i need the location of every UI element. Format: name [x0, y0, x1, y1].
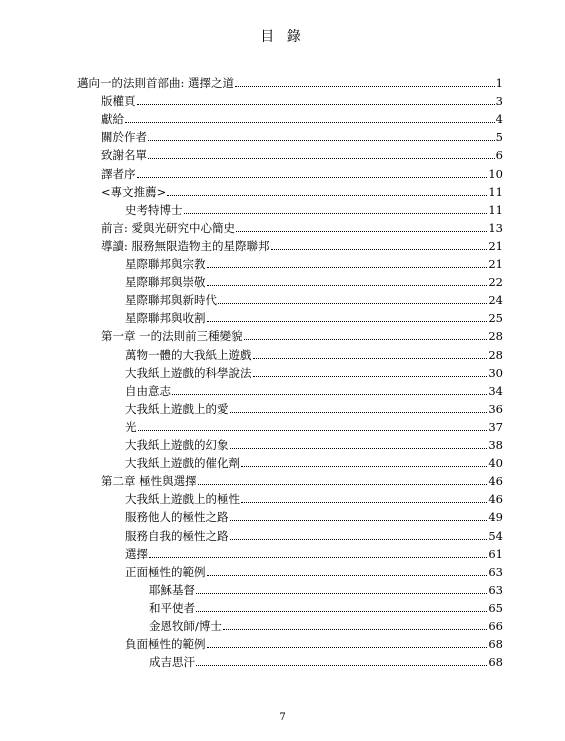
toc-entry-title: 第一章 一的法則前三種變貌 — [101, 329, 243, 344]
toc-entry-page-number: 21 — [488, 238, 503, 253]
dot-leader — [236, 230, 487, 232]
toc-entry[interactable] — [125, 254, 503, 271]
toc-entry-title: 致謝名單 — [101, 148, 147, 163]
toc-entry-page-number: 10 — [488, 166, 503, 181]
toc-entry-title: 大我紙上遊戲的催化劑 — [125, 456, 240, 471]
toc-entry[interactable] — [101, 236, 503, 253]
toc-entry-title: 大我紙上遊戲的幻象 — [125, 438, 229, 452]
toc-entry-page-number: 11 — [488, 202, 503, 217]
toc-entry-title: 和平使者 — [149, 600, 195, 615]
toc-entry[interactable] — [125, 489, 503, 506]
dot-leader — [271, 248, 488, 250]
dot-leader — [196, 664, 487, 666]
dot-leader — [196, 592, 487, 594]
dot-leader — [184, 212, 488, 214]
toc-entry-title: 負面極性的範例 — [125, 637, 206, 652]
toc-entry-title: 金恩牧師/博士 — [149, 619, 222, 633]
toc-entry[interactable] — [125, 290, 503, 307]
dot-leader — [244, 338, 488, 340]
toc-entry-title: 大我紙上遊戲的科學說法 — [125, 365, 252, 380]
toc-entry-title: 獻給 — [101, 112, 124, 127]
toc-entry[interactable] — [125, 507, 503, 524]
toc-entry[interactable] — [101, 91, 503, 108]
toc-entry-title: 邁向一的法則首部曲: 選擇之道 — [77, 76, 235, 90]
toc-entry[interactable] — [101, 218, 503, 235]
toc-entry-page-number: 65 — [488, 600, 503, 615]
toc-entry[interactable] — [125, 272, 503, 289]
dot-leader — [241, 501, 487, 503]
toc-entry[interactable] — [125, 526, 503, 543]
toc-entry-page-number: 28 — [488, 347, 503, 362]
toc-entry-page-number: 66 — [488, 619, 503, 633]
toc-entry[interactable] — [125, 381, 503, 398]
toc-entry[interactable] — [101, 182, 503, 199]
toc-entry-page-number: 11 — [488, 184, 503, 199]
toc-entry[interactable] — [149, 580, 503, 597]
dot-leader — [138, 429, 488, 431]
dot-leader — [167, 194, 487, 196]
toc-entry-page-number: 1 — [495, 76, 503, 90]
toc-entry-page-number: 28 — [488, 329, 503, 344]
toc-entry[interactable] — [125, 399, 503, 416]
toc-entry-title: 自由意志 — [125, 383, 171, 398]
toc-entry-page-number: 4 — [495, 112, 503, 127]
toc-entry-page-number: 68 — [488, 655, 503, 670]
dot-leader — [241, 465, 487, 467]
toc-entry-title: 導讀: 服務無限造物主的星際聯邦 — [101, 238, 270, 253]
dot-leader — [230, 538, 488, 540]
toc-entry[interactable] — [149, 652, 503, 669]
dot-leader — [223, 628, 487, 630]
toc-entry-page-number: 46 — [488, 474, 503, 489]
toc-entry-title: 星際聯邦與宗教 — [125, 257, 206, 271]
dot-leader — [207, 284, 488, 286]
toc-entry-page-number: 49 — [488, 510, 503, 525]
toc-entry[interactable] — [101, 164, 503, 181]
toc-entry[interactable] — [101, 326, 503, 343]
dot-leader — [198, 483, 488, 485]
toc-entry[interactable] — [101, 145, 503, 162]
toc-entry-title: 成吉思汗 — [149, 655, 195, 670]
dot-leader — [207, 266, 488, 268]
toc-entry-page-number: 54 — [488, 528, 503, 543]
toc-entry-title: 前言: 愛與光研究中心簡史 — [101, 220, 236, 235]
dot-leader — [235, 85, 495, 87]
toc-entry-title: 關於作者 — [101, 130, 147, 145]
toc-entry[interactable] — [149, 616, 503, 633]
toc-entry[interactable] — [149, 598, 503, 615]
toc-entry[interactable] — [125, 417, 503, 434]
dot-leader — [148, 157, 495, 159]
dot-leader — [253, 357, 488, 359]
toc-entry[interactable] — [125, 544, 503, 561]
toc-entry-title: 星際聯邦與收割 — [125, 311, 206, 326]
toc-entry-page-number: 30 — [488, 365, 503, 380]
toc-entry-title: 史考特博士 — [125, 202, 183, 217]
toc-entry-page-number: 3 — [495, 94, 503, 109]
toc-entry-title: 版權頁 — [101, 94, 136, 109]
toc-entry-page-number: 34 — [488, 383, 503, 398]
page-title: 目 錄 — [260, 29, 305, 45]
toc-entry-title: 服務自我的極性之路 — [125, 528, 229, 543]
toc-entry[interactable] — [125, 435, 503, 452]
toc-entry-title: <專文推薦> — [101, 184, 167, 199]
toc-entry-page-number: 63 — [488, 582, 503, 597]
toc-entry-title: 光 — [125, 419, 137, 434]
dot-leader — [125, 121, 495, 123]
toc-entry-title: 星際聯邦與新時代 — [125, 293, 217, 308]
toc-entry[interactable] — [125, 562, 503, 579]
toc-entry-page-number: 40 — [488, 456, 503, 471]
dot-leader — [137, 103, 495, 105]
toc-entry-page-number: 68 — [488, 637, 503, 652]
toc-entry-title: 正面極性的範例 — [125, 564, 206, 579]
dot-leader — [207, 320, 488, 322]
toc-entry-title: 星際聯邦與崇敬 — [125, 275, 206, 290]
toc-entry[interactable] — [125, 453, 503, 470]
dot-leader — [253, 375, 488, 377]
dot-leader — [230, 447, 488, 449]
dot-leader — [218, 302, 487, 304]
dot-leader — [137, 176, 488, 178]
toc-entry-title: 耶穌基督 — [149, 582, 195, 597]
toc-entry[interactable] — [101, 471, 503, 488]
toc-entry-page-number: 63 — [488, 564, 503, 579]
toc-entry-page-number: 22 — [488, 275, 503, 290]
toc-entry-title: 大我紙上遊戲上的極性 — [125, 492, 240, 507]
toc-entry[interactable] — [77, 73, 503, 90]
toc-entry[interactable] — [101, 109, 503, 126]
toc-entry[interactable] — [125, 634, 503, 651]
toc-entry-title: 萬物一體的大我紙上遊戲 — [125, 347, 252, 362]
toc-entry-page-number: 25 — [488, 311, 503, 326]
toc-entry-page-number: 46 — [488, 492, 503, 507]
toc-entry-title: 選擇 — [125, 546, 148, 561]
toc-entry-page-number: 24 — [488, 293, 503, 308]
toc-entry[interactable] — [125, 363, 503, 380]
toc-entry-page-number: 37 — [488, 419, 503, 434]
dot-leader — [148, 139, 495, 141]
toc-entry-page-number: 38 — [488, 438, 503, 452]
dot-leader — [172, 393, 487, 395]
toc-entry-page-number: 5 — [495, 130, 503, 145]
toc-entry-page-number: 13 — [488, 220, 503, 235]
toc-entry-title: 服務他人的極性之路 — [125, 510, 229, 525]
dot-leader — [230, 411, 488, 413]
page-number: 7 — [279, 712, 286, 723]
toc-entry[interactable] — [125, 345, 503, 362]
toc-entry[interactable] — [101, 127, 503, 144]
dot-leader — [196, 610, 487, 612]
toc-entry-page-number: 21 — [488, 257, 503, 271]
toc-entry-title: 譯者序 — [101, 166, 136, 181]
toc-entry[interactable] — [125, 200, 503, 217]
toc-entry-title: 第二章 極性與選擇 — [101, 474, 197, 489]
toc-entry-page-number: 61 — [488, 546, 503, 561]
dot-leader — [149, 556, 487, 558]
toc-entry-title: 大我紙上遊戲上的愛 — [125, 401, 229, 416]
dot-leader — [230, 519, 488, 521]
dot-leader — [207, 646, 488, 648]
toc-entry-page-number: 36 — [488, 401, 503, 416]
toc-entry[interactable] — [125, 308, 503, 325]
toc-entry-page-number: 6 — [495, 148, 503, 163]
dot-leader — [207, 574, 488, 576]
